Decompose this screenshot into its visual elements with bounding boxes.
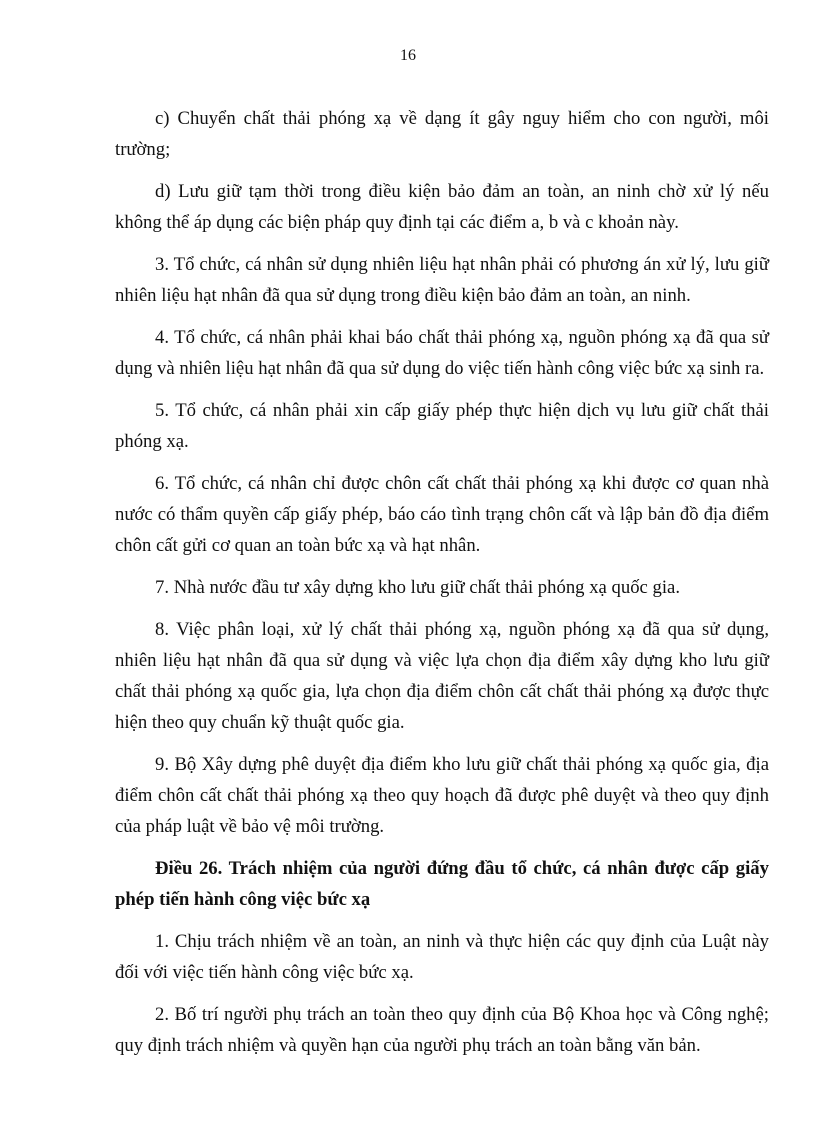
- article-26-heading: Điều 26. Trách nhiệm của người đứng đầu tổ chức, cá nhân được cấp giấy phép tiến hành công việc bức xạ: [115, 858, 769, 910]
- article-26-clause-2: 2. Bố trí người phụ trách an toàn theo quy định của Bộ Khoa học và Công nghệ; quy định trách nhiệm và quyền hạn của người phụ trách an toàn bằng văn bản.: [115, 1004, 769, 1056]
- article-26-clause-1: 1. Chịu trách nhiệm về an toàn, an ninh và thực hiện các quy định của Luật này đối với việc tiến hành công việc bức xạ.: [115, 931, 769, 983]
- clause-4: 4. Tổ chức, cá nhân phải khai báo chất thải phóng xạ, nguồn phóng xạ đã qua sử dụng và nhiên liệu hạt nhân đã qua sử dụng do việc tiến hành công việc bức xạ sinh ra.: [115, 327, 769, 379]
- clause-8: 8. Việc phân loại, xử lý chất thải phóng xạ, nguồn phóng xạ đã qua sử dụng, nhiên liệu hạt nhân đã qua sử dụng và việc lựa chọn địa điểm xây dựng kho lưu giữ chất thải phóng xạ quốc gia, lựa chọn địa điểm chôn cất chất thải phóng xạ được thực hiện theo quy chuẩn kỹ thuật quốc gia.: [115, 619, 769, 733]
- clause-6: 6. Tổ chức, cá nhân chỉ được chôn cất chất thải phóng xạ khi được cơ quan nhà nước có thẩm quyền cấp giấy phép, báo cáo tình trạng chôn cất và lập bản đồ địa điểm chôn cất gửi cơ quan an toàn bức xạ và hạt nhân.: [115, 473, 769, 556]
- clause-c: c) Chuyển chất thải phóng xạ về dạng ít gây nguy hiểm cho con người, môi trường;: [115, 108, 769, 160]
- clause-9: 9. Bộ Xây dựng phê duyệt địa điểm kho lưu giữ chất thải phóng xạ quốc gia, địa điểm chôn cất chất thải phóng xạ theo quy hoạch đã được phê duyệt và theo quy định của pháp luật về bảo vệ môi trường.: [115, 754, 769, 837]
- document-body: [115, 103, 769, 1072]
- clause-7: 7. Nhà nước đầu tư xây dựng kho lưu giữ chất thải phóng xạ quốc gia.: [155, 577, 681, 598]
- clause-3: 3. Tổ chức, cá nhân sử dụng nhiên liệu hạt nhân phải có phương án xử lý, lưu giữ nhiên liệu hạt nhân đã qua sử dụng trong điều kiện bảo đảm an toàn, an ninh.: [115, 254, 769, 306]
- clause-d: d) Lưu giữ tạm thời trong điều kiện bảo đảm an toàn, an ninh chờ xử lý nếu không thể áp dụng các biện pháp quy định tại các điểm a, b và c khoản này.: [115, 181, 769, 233]
- clause-5: 5. Tổ chức, cá nhân phải xin cấp giấy phép thực hiện dịch vụ lưu giữ chất thải phóng xạ.: [115, 400, 769, 452]
- page-number: 16: [400, 47, 416, 64]
